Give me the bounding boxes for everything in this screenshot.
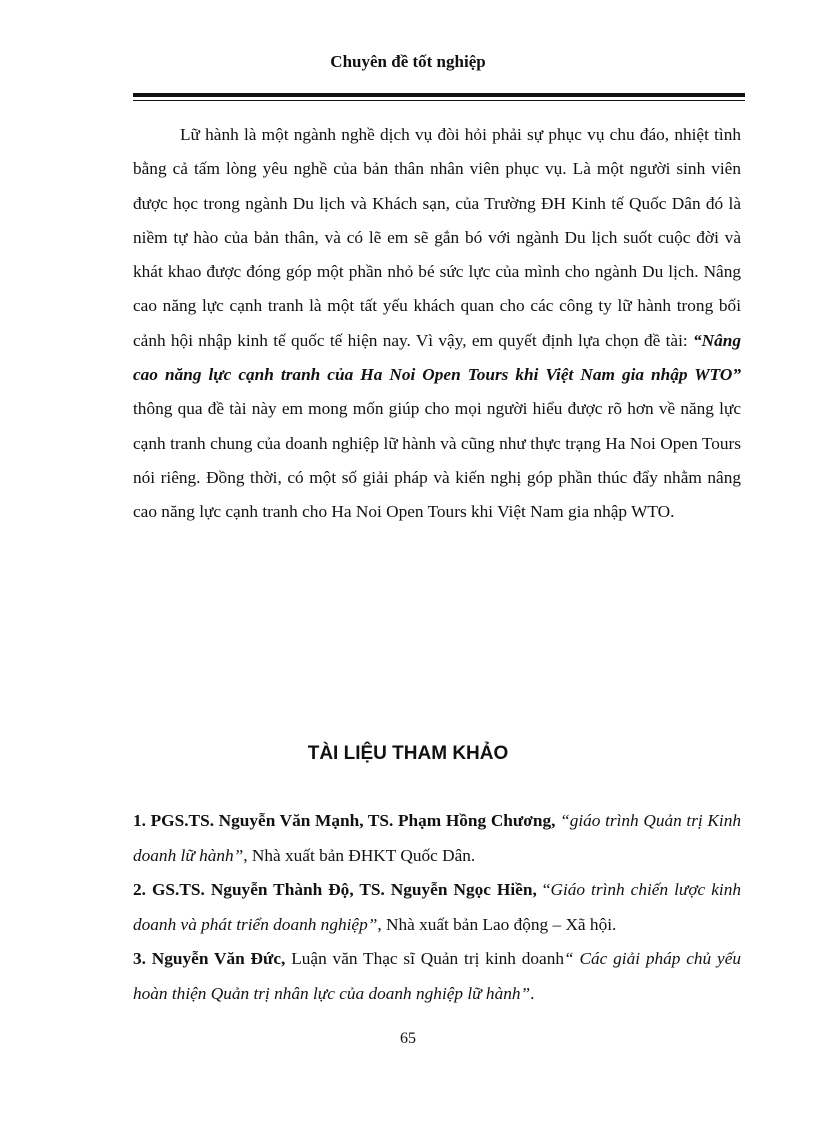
reference-publisher: . (530, 983, 535, 1003)
paragraph-text-start: Lữ hành là một ngành nghề dịch vụ đòi hỏi phải sự phục vụ chu đáo, nhiệt tình bằng cả tấm lòng yêu nghề của bản thân nhân viên phục vụ. Là một người sinh viên được học trong ngành Du lịch và Khách sạn, của Trường ĐH Kinh tế Quốc Dân đó là niềm tự hào của bản thân, và có lẽ em sẽ gắn bó với ngành Du lịch suốt cuộc đời và khát khao được đóng góp một phần nhỏ bé sức lực của mình cho ngành Du lịch. Nâng cao năng lực cạnh tranh là một tất yếu khách quan cho các công ty lữ hành trong bối cảnh hội nhập kinh tế quốc tế hiện nay. Vì vậy, em quyết định lựa chọn đề tài: (133, 125, 741, 350)
reference-prefix: Luận văn Thạc sĩ Quản trị kinh doanh (285, 949, 565, 968)
reference-number: 2. (133, 880, 146, 899)
reference-publisher: , Nhà xuất bản Lao động – Xã hội. (377, 914, 617, 934)
reference-item-2 (133, 873, 741, 942)
reference-title: “giáo trình Quản trị Kinh doanh lữ hành” (133, 811, 741, 865)
reference-number: 3. (133, 949, 146, 968)
reference-authors: PGS.TS. Nguyễn Văn Mạnh, TS. Phạm Hồng Chương, (145, 811, 556, 830)
paragraph-text-end: thông qua đề tài này em mong mốn giúp cho mọi người hiểu được rõ hơn về năng lực cạnh tranh chung của doanh nghiệp lữ hành và cũng như thực trạng Ha Noi Open Tours nói riêng. Đồng thời, có một số giải pháp và kiến nghị góp phần thúc đẩy nhằm nâng cao năng lực cạnh tranh cho Ha Noi Open Tours khi Việt Nam gia nhập WTO. (133, 399, 741, 522)
reference-item-1 (133, 804, 741, 873)
reference-title: “ Các giải pháp chủ yếu hoàn thiện Quản trị nhân lực của doanh nghiệp lữ hành” (133, 949, 742, 1003)
page-number: 65 (400, 1030, 416, 1047)
header-divider-thick (133, 93, 745, 97)
references-heading: TÀI LIỆU THAM KHẢO (307, 743, 509, 764)
thesis-topic-title: “Nâng cao năng lực cạnh tranh của Ha Noi Open Tours khi Việt Nam gia nhập WTO” (133, 330, 741, 385)
reference-authors: Nguyễn Văn Đức, (145, 949, 286, 968)
references-list (133, 804, 741, 1011)
header-divider-thin (133, 100, 745, 101)
reference-prefix: “ (536, 880, 551, 899)
document-header-title: Chuyên đề tốt nghiệp (330, 52, 486, 71)
body-paragraph (133, 118, 741, 530)
reference-title: Giáo trình chiến lược kinh doanh và phát triển doanh nghiệp” (133, 880, 741, 934)
reference-publisher: , Nhà xuất bản ĐHKT Quốc Dân. (243, 845, 476, 865)
reference-authors: GS.TS. Nguyễn Thành Độ, TS. Nguyễn Ngọc Hiền, (145, 880, 537, 899)
reference-item-3 (133, 942, 741, 1011)
reference-number: 1. (133, 811, 146, 830)
